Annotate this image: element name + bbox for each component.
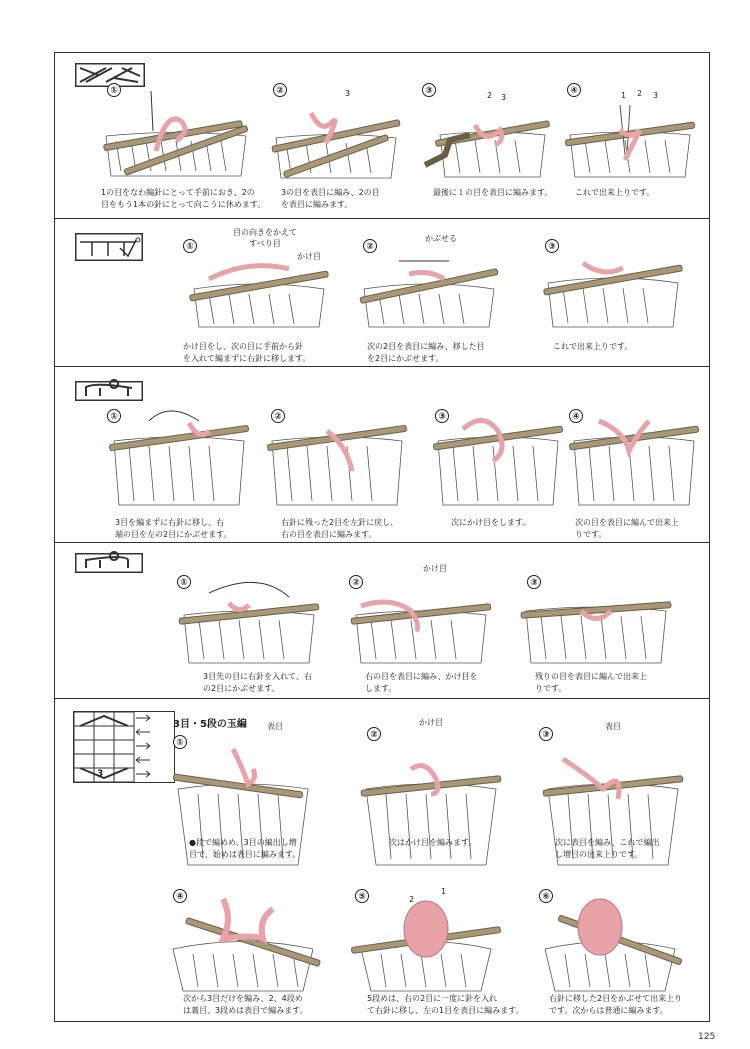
step-number: ① (183, 239, 197, 253)
knit-illustration (433, 401, 563, 509)
chart-label: 3 (97, 769, 104, 779)
knit-illustration (351, 571, 491, 667)
stitch-label: 3 (345, 89, 351, 98)
knit-illustration (361, 739, 501, 869)
step-caption: 次にかけ目をします。 (451, 518, 531, 527)
stitch-label: 3 (501, 93, 507, 102)
step-number: ③ (539, 727, 553, 741)
step-caption: 3目先の目に右針を入れて、右 の2目にかぶせます。 (203, 672, 312, 693)
knit-illustration (189, 249, 329, 329)
knit-illustration (267, 401, 407, 509)
step-number: ⑥ (539, 889, 553, 903)
step-number: ② (271, 409, 285, 423)
page-frame (54, 52, 710, 1022)
step-number: ③ (527, 575, 541, 589)
section-pass-yarnover (55, 543, 709, 699)
step-number: ③ (545, 239, 559, 253)
bobble-chart-symbol (73, 711, 175, 783)
section-title: 3目・5段の玉編 (173, 719, 247, 730)
stitch-label: かぶせる (425, 234, 457, 243)
step-number: ③ (422, 83, 436, 97)
knit-illustration (359, 249, 499, 329)
step-caption: 5段めは、右の2目に一度に針を入れ て右針に移し、左の1目を表目に編みます。 (367, 994, 524, 1015)
stitch-label: 表目 (605, 722, 621, 731)
pass-over-symbol (75, 381, 143, 401)
step-caption: 次の2目を表目に編み、移した目 を2目にかぶせます。 (367, 342, 485, 363)
step-number: ① (173, 735, 187, 749)
stitch-label: 1 (621, 91, 627, 100)
knit-illustration (425, 95, 550, 181)
step-number: ① (107, 83, 121, 97)
step-caption: 最後に１の目を表目に編みます。 (433, 188, 553, 197)
step-number: ⑤ (355, 889, 369, 903)
step-caption: 右針に残った2目を左針に戻し、 右の目を表目に編みます。 (281, 518, 399, 539)
step-caption: ●段で編めめ、3目の編出し増 目で、始めは表目に編みます。 (189, 838, 301, 859)
step-caption: 右の目を表目に編み、かけ目を します。 (365, 672, 478, 693)
knit-illustration (521, 571, 671, 667)
step-caption: 右針に移した2目をかぶせて出来上り です。次からは普通に編みます。 (549, 994, 683, 1015)
step-caption: 1の目をなわ編針にとって手前におき、2の 目をもう1本の針にとって向こうに休めます。 (101, 188, 266, 209)
step-caption: 次から3目だけを編み、2、4段め は裏目、3段めは表目で編みます。 (183, 994, 308, 1015)
step-caption: かけ目をし、次の目に手前から針 を入れて編まずに右針に移します。 (183, 342, 311, 363)
knit-illustration (179, 575, 319, 667)
step-number: ④ (569, 409, 583, 423)
stitch-label: かけ目 (297, 252, 321, 261)
knit-illustration (535, 879, 685, 995)
stitch-label: 1 (441, 887, 447, 896)
stitch-label: 表目 (267, 722, 283, 731)
knit-illustration (351, 879, 501, 995)
stitch-label: 3 (653, 91, 659, 100)
step-number: ② (363, 239, 377, 253)
stitch-label: 2 (409, 895, 415, 904)
stitch-label: かけ目 (419, 718, 443, 727)
section-three-stitch-pass (55, 367, 709, 543)
section-slip-pass (55, 219, 709, 367)
knit-illustration (109, 401, 249, 509)
step-caption: これで出来上りです。 (553, 342, 633, 351)
pass-yarnover-symbol (75, 553, 143, 573)
step-number: ① (177, 575, 191, 589)
slip-pass-symbol (75, 233, 143, 261)
section-cable-cross (55, 53, 709, 219)
step-caption: 3の目を表目に編み、2の目 を表目に編みます。 (281, 188, 380, 209)
knit-illustration (271, 93, 401, 181)
knit-illustration (543, 243, 683, 333)
stitch-label: かけ目 (423, 564, 447, 573)
step-number: ② (273, 83, 287, 97)
step-number: ③ (435, 409, 449, 423)
step-number: ④ (173, 889, 187, 903)
section-bobble (55, 699, 709, 1021)
stitch-label: 2 (637, 89, 643, 98)
step-number: ① (107, 409, 121, 423)
step-caption: 次はかけ目を編みます。 (389, 838, 477, 847)
stitch-label: 2 (487, 91, 493, 100)
step-number: ② (367, 727, 381, 741)
knit-illustration (163, 879, 323, 995)
knit-illustration (101, 91, 251, 181)
page-number: 125 (698, 1032, 716, 1042)
step-caption: 次に表目を編み、これで編出 し増目の出来上りです。 (555, 838, 660, 859)
knit-illustration (565, 95, 695, 181)
step-caption: 3目を編まずに右針に移し、右 端の目を左の2目にかぶせます。 (115, 518, 232, 539)
step-caption: これで出来上りです。 (575, 188, 655, 197)
step-number: ④ (567, 83, 581, 97)
knit-illustration (569, 401, 699, 509)
stitch-label: 目の向きをかえて すべり目 (233, 228, 297, 248)
step-caption: 次の目を表目に編んで出来上 りです。 (575, 518, 679, 539)
step-caption: 残りの目を表目に編んで出来上 りです。 (535, 672, 647, 693)
step-number: ② (349, 575, 363, 589)
